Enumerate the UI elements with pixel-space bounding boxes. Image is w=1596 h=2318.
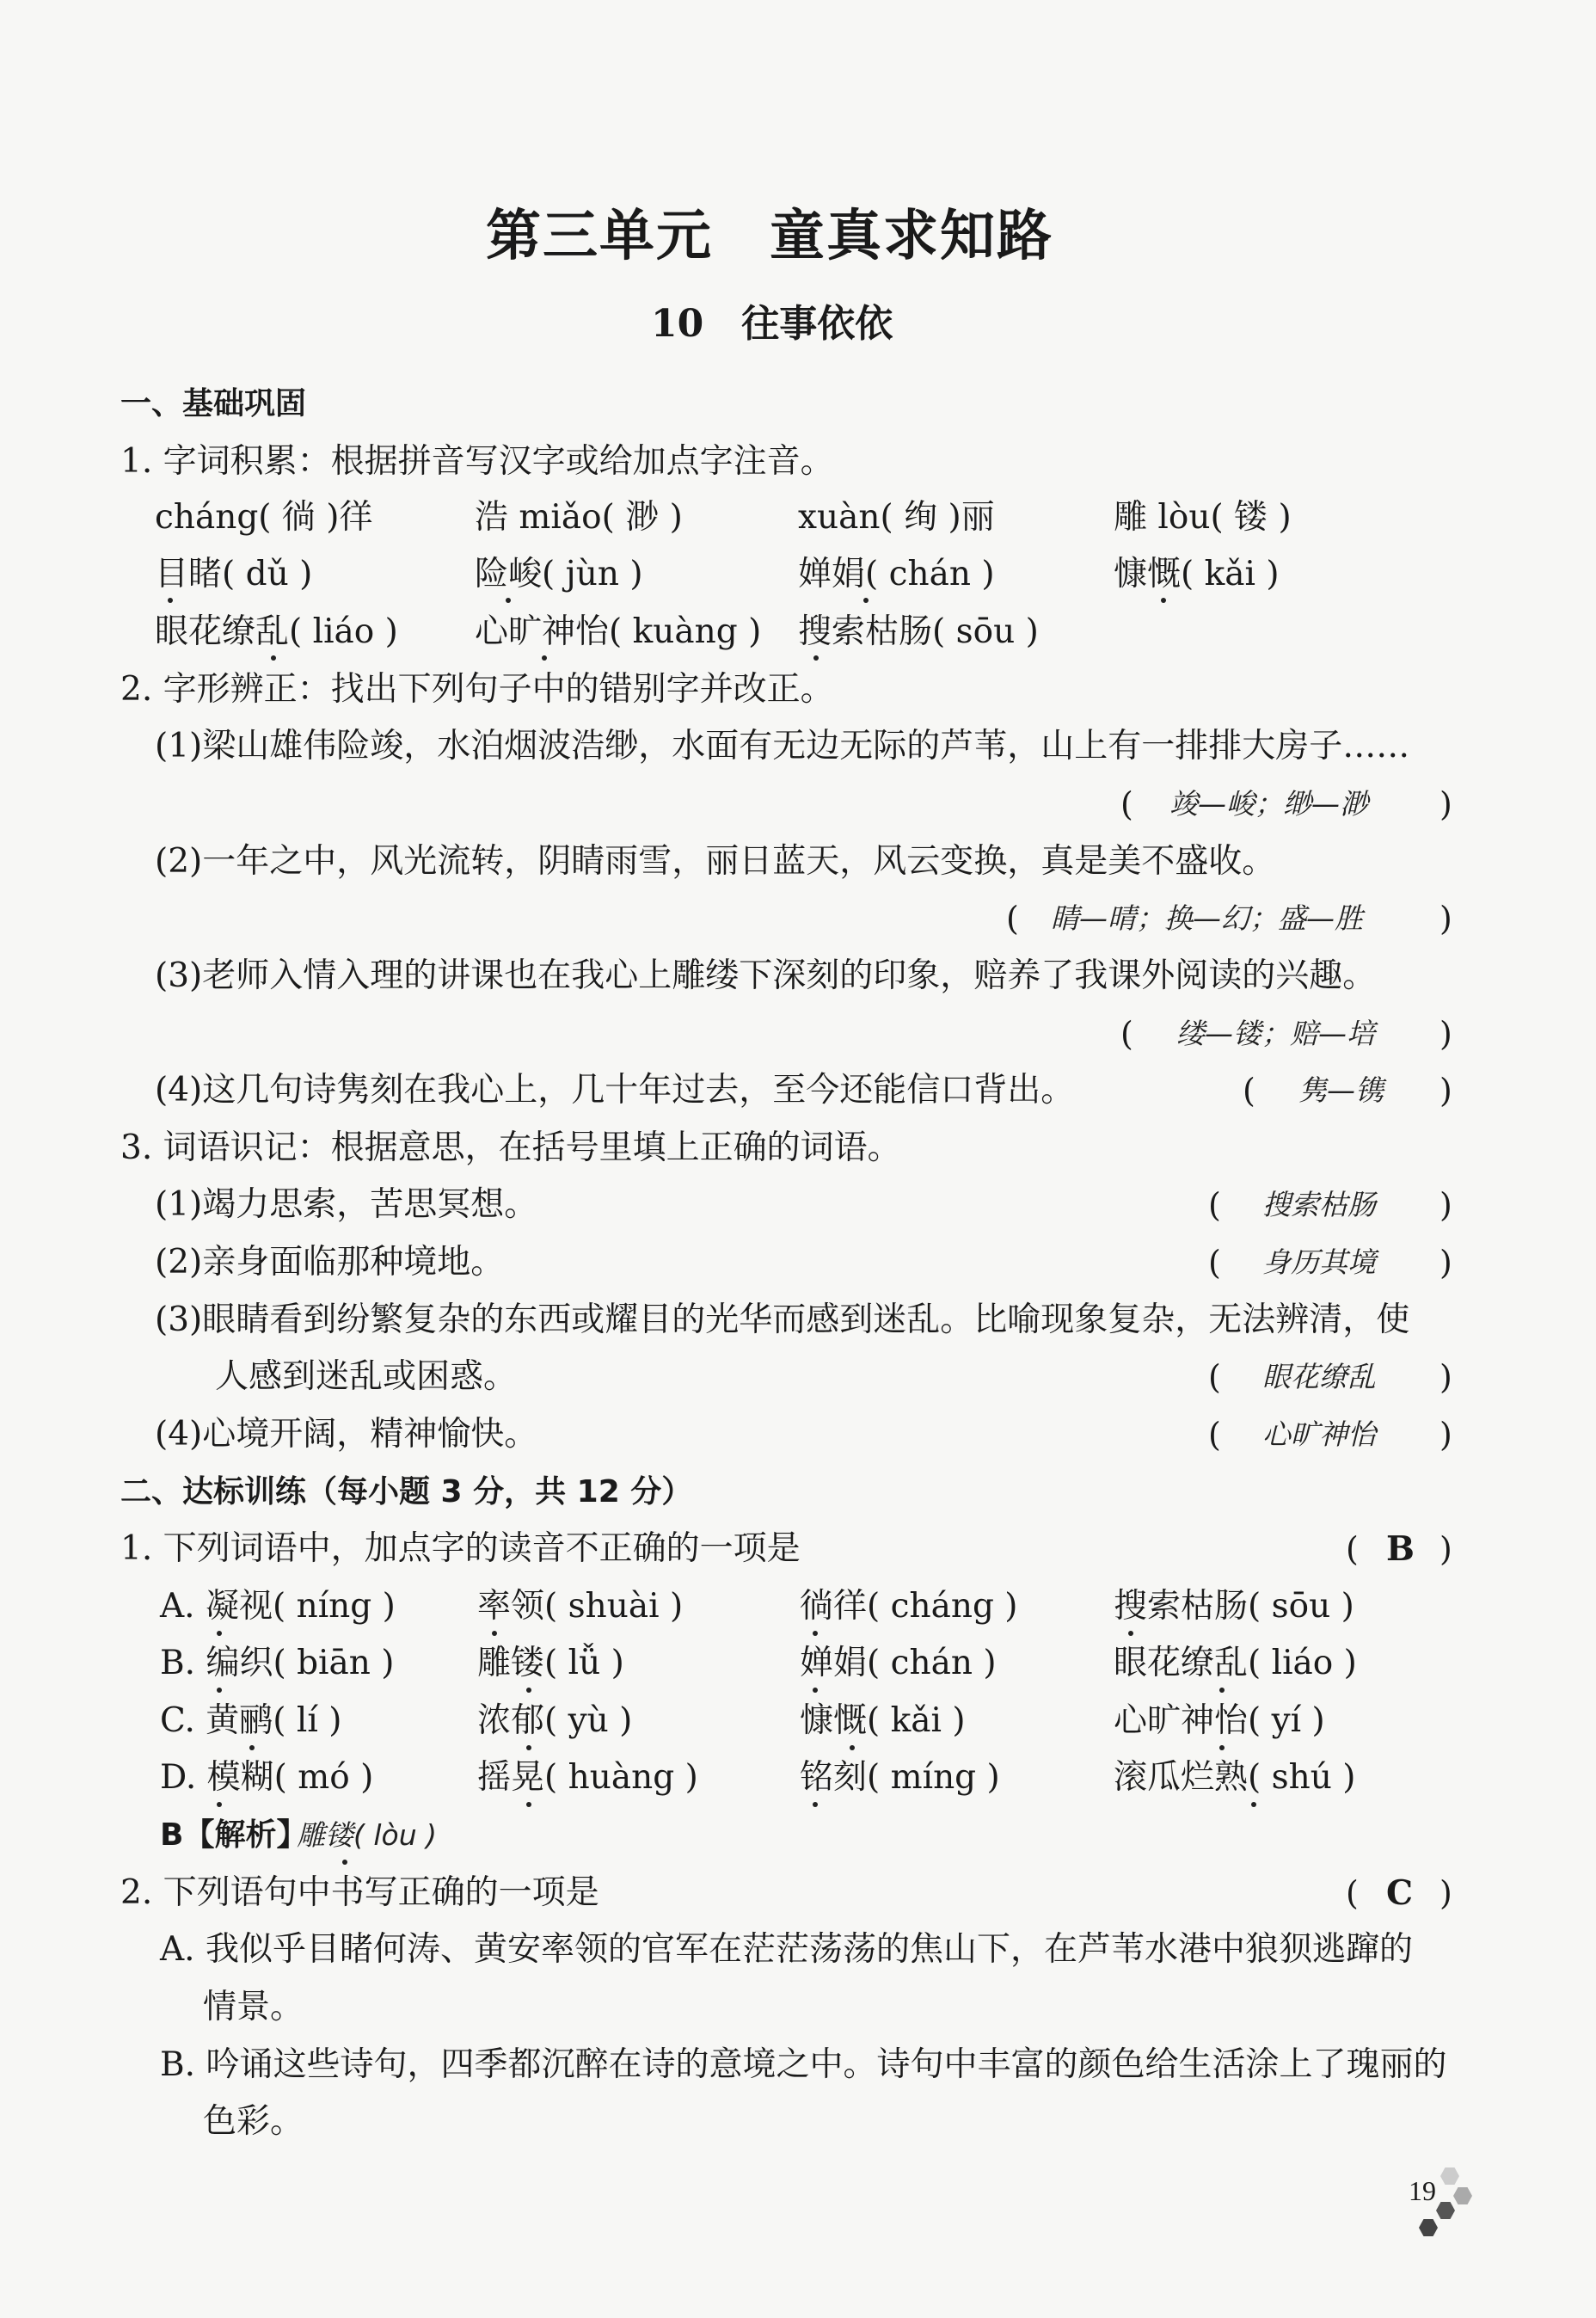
answer-paren-open: ( xyxy=(1346,1530,1359,1568)
hexagon-decoration-icon xyxy=(1419,2219,1438,2236)
answer-paren-close: ) xyxy=(1439,1416,1452,1454)
emphasis-dot xyxy=(850,1745,855,1750)
q2-answer-2: 睛—晴；换—幻；盛—胜 xyxy=(1051,901,1363,935)
mcq-1-option-c-word: 慷慨( kǎi ) xyxy=(800,1701,966,1740)
emphasis-dot xyxy=(542,655,547,661)
mcq-1-option-d-word: 铭刻( míng ) xyxy=(800,1758,1000,1797)
emphasis-dot xyxy=(1161,598,1166,603)
mcq-1-option-c-word: 心旷神怡( yí ) xyxy=(1114,1701,1325,1740)
section-heading-training: 二、达标训练（每小题 3 分，共 12 分） xyxy=(120,1474,693,1509)
answer-paren-open: ( xyxy=(1346,1874,1359,1912)
mcq-2-answer: C xyxy=(1386,1873,1414,1913)
emphasis-dot xyxy=(1219,1688,1225,1693)
emphasis-dot xyxy=(526,1745,531,1750)
vocab-item: 险峻( jùn ) xyxy=(475,555,643,593)
q2-answer-1: 竣—峻；缈—渺 xyxy=(1169,787,1368,821)
q3-answer-3: 眼花缭乱 xyxy=(1262,1360,1376,1393)
answer-paren-close: ) xyxy=(1439,1244,1452,1282)
vocab-item: 婵娟( chán ) xyxy=(798,555,995,593)
lesson-title: 10 往事依依 xyxy=(651,302,893,346)
emphasis-dot xyxy=(526,1802,531,1807)
q2-answer-4: 隽—镌 xyxy=(1298,1073,1384,1107)
emphasis-dot xyxy=(1128,1631,1133,1636)
mcq-1-option-a-word: 搜索枯肠( sōu ) xyxy=(1114,1587,1354,1626)
mcq-1-option-d-word: 滚瓜烂熟( shú ) xyxy=(1114,1758,1356,1797)
emphasis-dot xyxy=(217,1688,222,1693)
emphasis-dot xyxy=(492,1631,497,1636)
emphasis-dot xyxy=(217,1802,222,1807)
q3-answer-4: 心旷神怡 xyxy=(1262,1417,1376,1451)
answer-paren-close: ) xyxy=(1439,1874,1452,1912)
answer-paren-open: ( xyxy=(1120,785,1133,823)
answer-paren-close: ) xyxy=(1439,1072,1452,1110)
question-3-prompt: 3. 词语识记：根据意思，在括号里填上正确的词语。 xyxy=(120,1128,901,1167)
emphasis-dot xyxy=(1251,1802,1256,1807)
mcq-2-prompt: 2. 下列语句中书写正确的一项是 xyxy=(120,1873,599,1912)
q2-sentence-1: (1)梁山雄伟险竣，水泊烟波浩缈，水面有无边无际的芦苇，山上有一排排大房子…… xyxy=(155,727,1410,765)
answer-paren-close: ) xyxy=(1439,1186,1452,1224)
emphasis-dot xyxy=(813,1631,818,1636)
answer-paren-open: ( xyxy=(1006,900,1019,938)
answer-paren-open: ( xyxy=(1208,1358,1221,1396)
emphasis-dot xyxy=(249,1745,255,1750)
emphasis-dot xyxy=(813,1802,818,1807)
vocab-item: 慷慨( kǎi ) xyxy=(1114,555,1280,593)
page-number: 19 xyxy=(1409,2175,1436,2206)
answer-paren-open: ( xyxy=(1243,1072,1255,1110)
q3-definition-3: (3)眼睛看到纷繁复杂的东西或耀目的光华而感到迷乱。比喻现象复杂，无法辨清，使 xyxy=(155,1300,1410,1339)
mcq-1-option-b-word: 眼花缭乱( liáo ) xyxy=(1114,1644,1357,1682)
q3-definition-4: (4)心境开阔，精神愉快。 xyxy=(155,1415,538,1454)
section-heading-basics: 一、基础巩固 xyxy=(120,386,307,421)
answer-paren-open: ( xyxy=(1208,1186,1221,1224)
vocab-item: 雕 lòu( 镂 ) xyxy=(1114,498,1292,537)
hexagon-decoration-icon xyxy=(1436,2202,1455,2219)
mcq-1-option-b-word: 雕镂( lǚ ) xyxy=(477,1644,624,1682)
mcq-1-analysis-text: 雕镂( lòu ) xyxy=(297,1818,438,1852)
question-1-prompt: 1. 字词积累：根据拼音写汉字或给加点字注音。 xyxy=(120,442,834,481)
answer-paren-close: ) xyxy=(1439,900,1452,938)
q2-sentence-4: (4)这几句诗隽刻在我心上，几十年过去，至今还能信口背出。 xyxy=(155,1071,1075,1110)
mcq-1-option-d: D. 模糊( mó ) xyxy=(160,1758,374,1797)
vocab-item: 浩 miǎo( 渺 ) xyxy=(475,498,683,537)
emphasis-dot xyxy=(863,598,869,603)
hexagon-decoration-icon xyxy=(1453,2187,1472,2204)
q3-definition-2: (2)亲身面临那种境地。 xyxy=(155,1243,505,1282)
vocab-item: 搜索枯肠( sōu ) xyxy=(798,612,1039,651)
emphasis-dot xyxy=(217,1631,222,1636)
emphasis-dot xyxy=(342,1860,347,1865)
vocab-item: cháng( 徜 )徉 xyxy=(155,498,373,537)
vocab-item: xuàn( 绚 )丽 xyxy=(798,498,995,537)
mcq-1-option-c-word: 浓郁( yù ) xyxy=(477,1701,633,1740)
answer-paren-open: ( xyxy=(1208,1416,1221,1454)
q2-answer-3: 缕—镂；赔—培 xyxy=(1176,1017,1375,1050)
emphasis-dot xyxy=(526,1688,531,1693)
mcq-2-option-b-cont: 色彩。 xyxy=(203,2102,304,2141)
q3-definition-1: (1)竭力思索，苦思冥想。 xyxy=(155,1185,538,1224)
mcq-1-option-b-word: 婵娟( chán ) xyxy=(800,1644,997,1682)
q3-answer-2: 身历其境 xyxy=(1262,1245,1376,1279)
mcq-1-analysis-label: B【解析】 xyxy=(160,1817,308,1853)
mcq-1-option-a-word: 徜徉( cháng ) xyxy=(800,1587,1018,1626)
mcq-2-option-b: B. 吟诵这些诗句，四季都沉醉在诗的意境之中。诗句中丰富的颜色给生活涂上了瑰丽的 xyxy=(160,2045,1447,2084)
question-2-prompt: 2. 字形辨正：找出下列句子中的错别字并改正。 xyxy=(120,670,834,709)
emphasis-dot xyxy=(506,598,511,603)
vocab-item: 眼花缭乱( liáo ) xyxy=(155,612,398,651)
mcq-2-option-a: A. 我似乎目睹何涛、黄安率领的官军在茫茫荡荡的焦山下，在芦苇水港中狼狈逃蹿的 xyxy=(160,1930,1413,1969)
mcq-1-option-c: C. 黄鹂( lí ) xyxy=(160,1701,342,1740)
vocab-item: 心旷神怡( kuàng ) xyxy=(475,612,762,651)
emphasis-dot xyxy=(813,1688,818,1693)
answer-paren-open: ( xyxy=(1120,1015,1133,1053)
answer-paren-close: ) xyxy=(1439,1530,1452,1568)
mcq-1-option-d-word: 摇晃( huàng ) xyxy=(477,1758,698,1797)
q2-sentence-2: (2)一年之中，风光流转，阴睛雨雪，丽日蓝天，风云变换，真是美不盛收。 xyxy=(155,842,1276,881)
mcq-1-option-a-word: 率领( shuài ) xyxy=(477,1587,684,1626)
answer-paren-open: ( xyxy=(1208,1244,1221,1282)
emphasis-dot xyxy=(1219,1745,1225,1750)
emphasis-dot xyxy=(168,598,173,603)
q2-sentence-3: (3)老师入情入理的讲课也在我心上雕缕下深刻的印象，赔养了我课外阅读的兴趣。 xyxy=(155,956,1377,995)
answer-paren-close: ) xyxy=(1439,1358,1452,1396)
answer-paren-close: ) xyxy=(1439,1015,1452,1053)
mcq-1-option-a: A. 凝视( níng ) xyxy=(160,1587,396,1626)
mcq-1-answer: B xyxy=(1386,1529,1415,1569)
unit-title: 第三单元 童真求知路 xyxy=(486,204,1053,268)
vocab-item: 目睹( dǔ ) xyxy=(155,555,313,593)
hexagon-decoration-icon xyxy=(1440,2167,1459,2185)
emphasis-dot xyxy=(813,655,819,661)
emphasis-dot xyxy=(271,655,276,661)
answer-paren-close: ) xyxy=(1439,785,1452,823)
mcq-1-prompt: 1. 下列词语中，加点字的读音不正确的一项是 xyxy=(120,1529,801,1568)
mcq-2-option-a-cont: 情景。 xyxy=(203,1988,304,2026)
q3-definition-3-cont: 人感到迷乱或困惑。 xyxy=(215,1357,518,1396)
mcq-1-option-b: B. 编织( biān ) xyxy=(160,1644,395,1682)
q3-answer-1: 搜索枯肠 xyxy=(1262,1188,1376,1221)
